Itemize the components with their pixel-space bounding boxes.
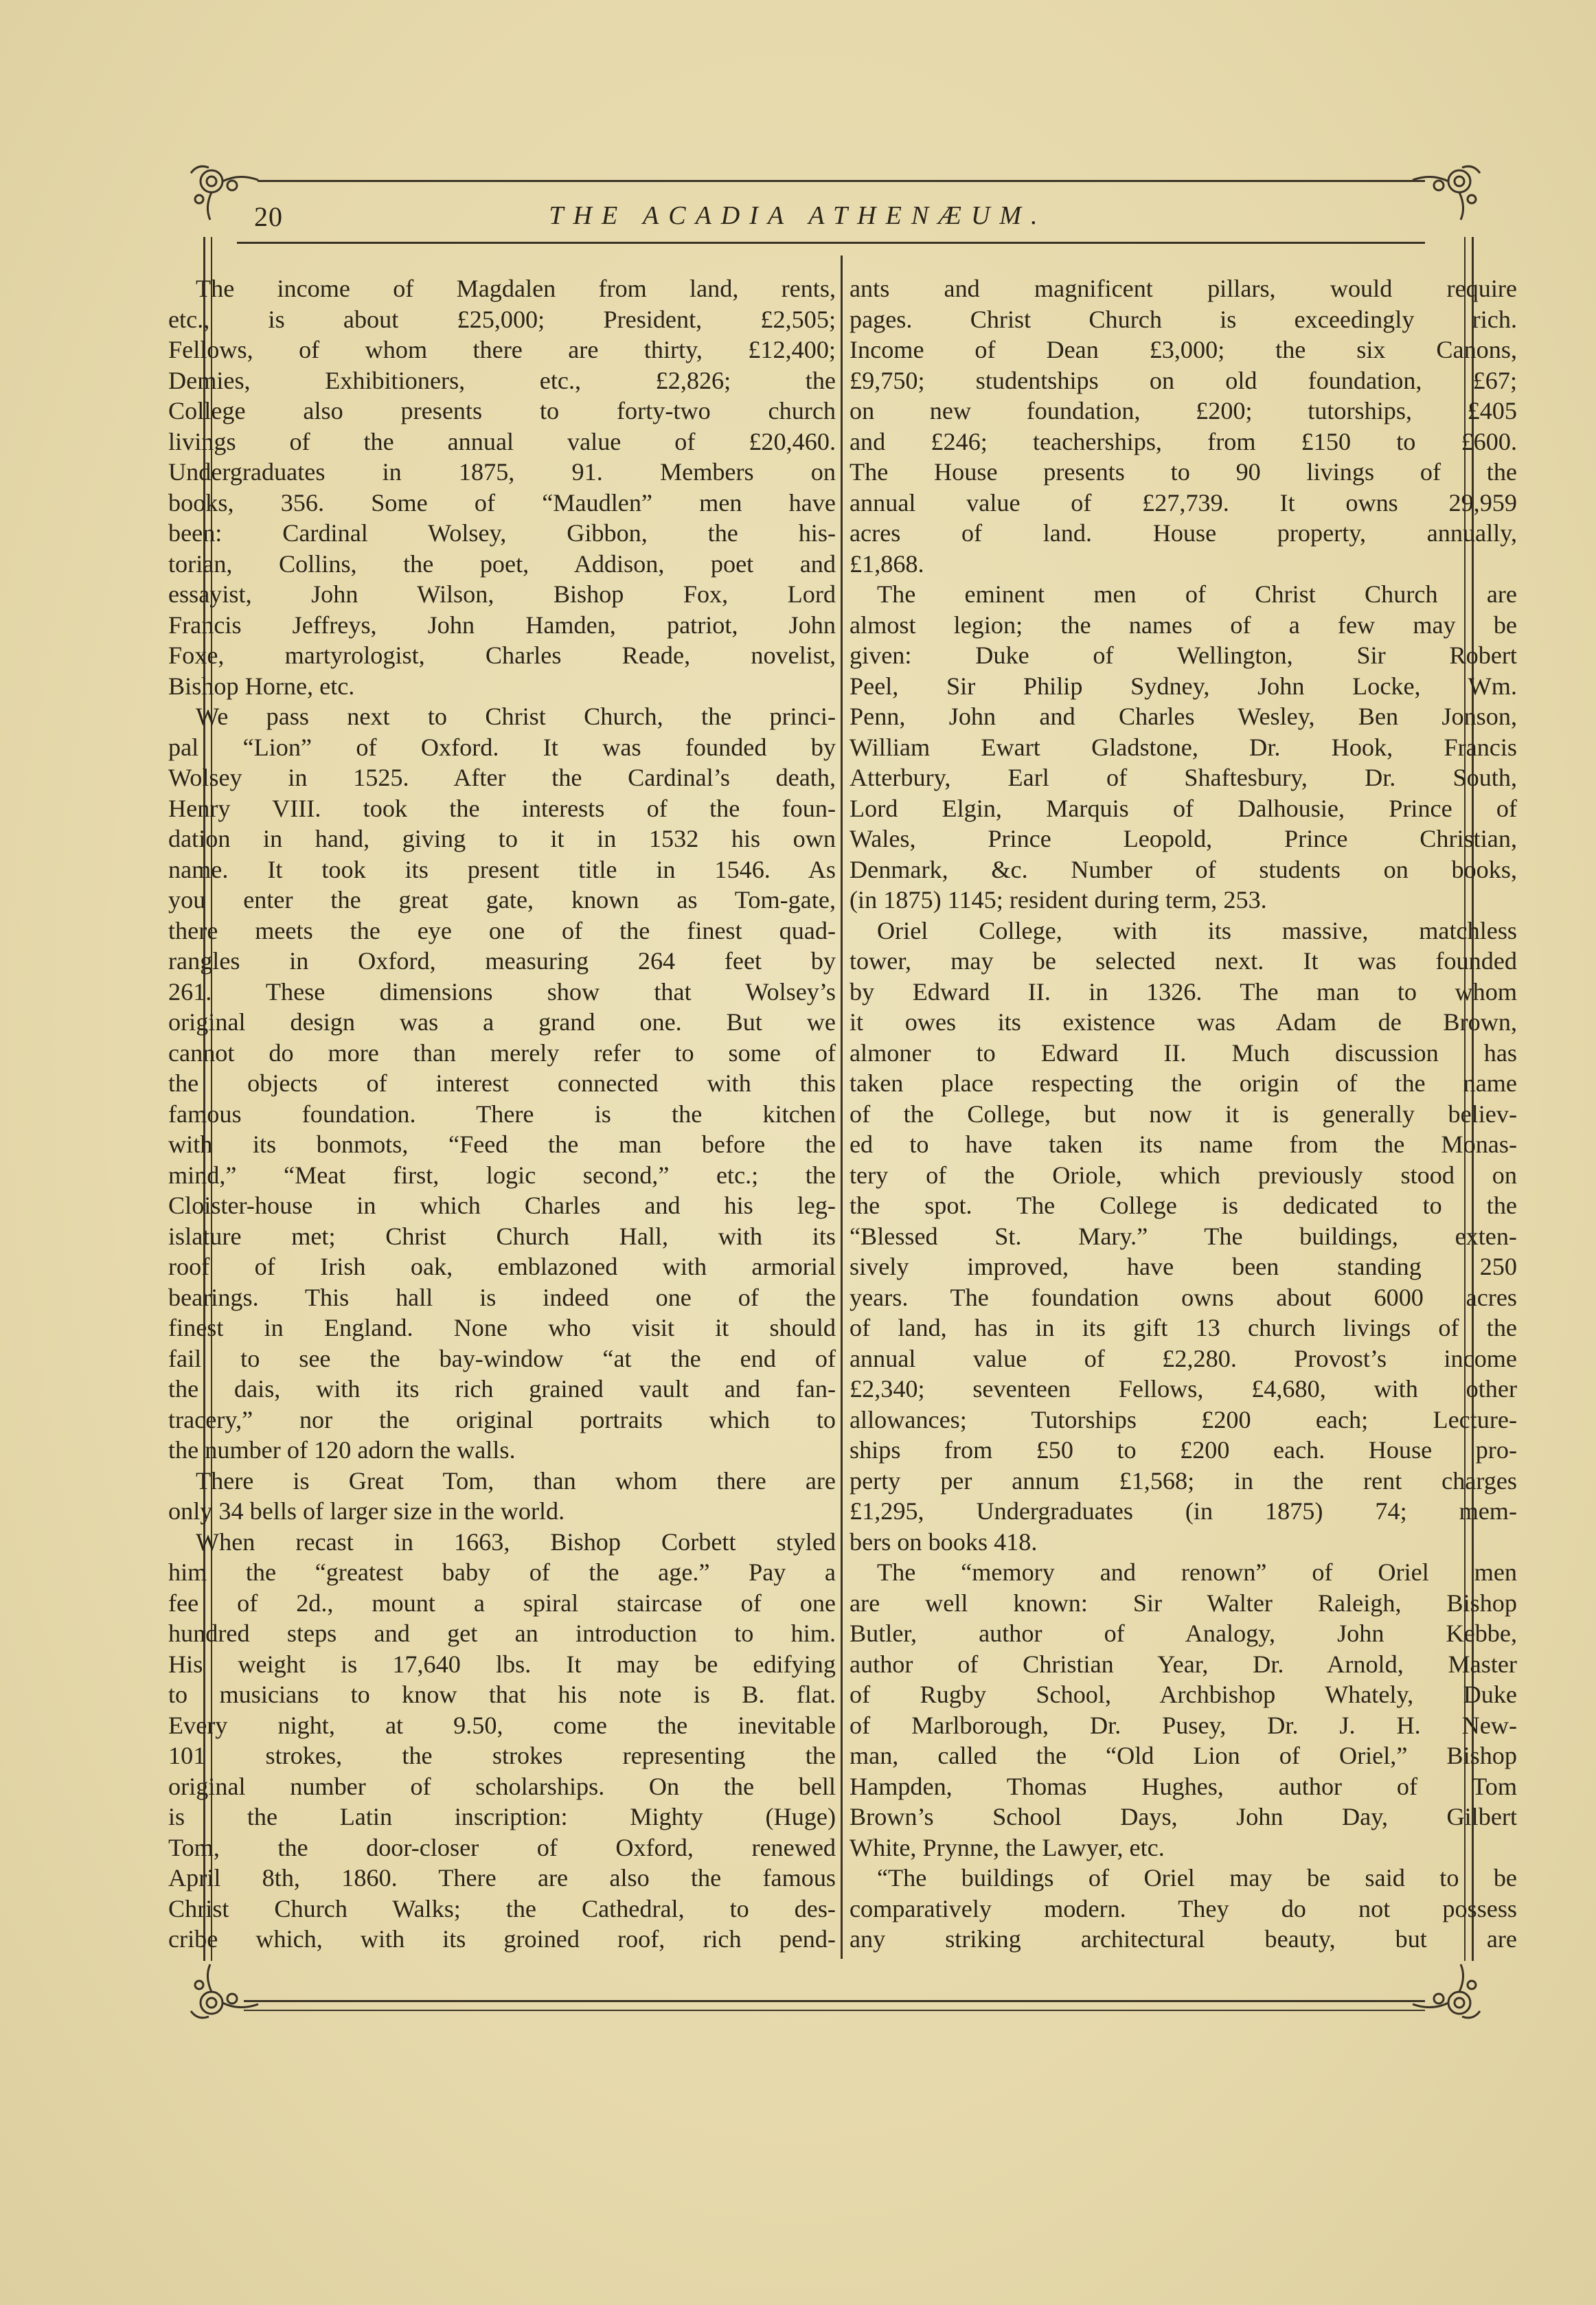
text-line: man, called the “Old Lion of Oriel,” Bishop: [850, 1742, 1517, 1769]
text-line: essayist, John Wilson, Bishop Fox, Lord: [168, 580, 836, 608]
text-line: finest in England. None who visit it should: [168, 1314, 836, 1341]
text-line: Atterbury, Earl of Shaftesbury, Dr. South,: [850, 764, 1517, 791]
text-line: been: Cardinal Wolsey, Gibbon, the his-: [168, 519, 836, 547]
text-line: £2,340; seventeen Fellows, £4,680, with other: [850, 1375, 1517, 1403]
text-line: the objects of interest connected with this: [168, 1069, 836, 1097]
text-line: Foxe, martyrologist, Charles Reade, novelist,: [168, 641, 836, 669]
text-line: torian, Collins, the poet, Addison, poet and: [168, 549, 836, 578]
text-line: only 34 bells of larger size in the world.: [168, 1497, 565, 1525]
text-line: allowances; Tutorships £200 each; Lecture-: [850, 1405, 1517, 1433]
text-line: ed to have taken its name from the Monas-: [850, 1131, 1517, 1158]
text-line: taken place respecting the origin of the name: [850, 1069, 1517, 1097]
text-line: of land, has in its gift 13 church livings of the: [850, 1314, 1517, 1341]
text-line: Undergraduates in 1875, 91. Members on: [168, 458, 836, 486]
text-line: “Blessed St. Mary.” The buildings, exten-: [850, 1222, 1517, 1250]
text-line: Oriel College, with its massive, matchless: [877, 916, 1517, 944]
column-divider: [841, 256, 843, 1959]
text-line: almoner to Edward II. Much discussion has: [850, 1038, 1517, 1067]
text-line: of the College, but now it is generally believ-: [850, 1100, 1517, 1128]
text-line: ants and magnificent pillars, would require: [850, 275, 1517, 302]
running-title: THE ACADIA ATHENÆUM.: [549, 201, 1047, 230]
text-line: pages. Christ Church is exceedingly rich.: [850, 305, 1517, 333]
text-line: There is Great Tom, than whom there are: [196, 1466, 836, 1495]
text-line: annual value of £27,739. It owns 29,959: [850, 488, 1517, 516]
text-line: £1,868.: [850, 549, 924, 578]
text-line: tower, may be selected next. It was founded: [850, 947, 1517, 975]
text-line: famous foundation. There is the kitchen: [168, 1100, 836, 1128]
text-line: the number of 120 adorn the walls.: [168, 1436, 516, 1464]
text-line: £9,750; studentships on old foundation, £67;: [850, 366, 1517, 394]
text-line: cannot do more than merely refer to some of: [168, 1038, 836, 1067]
text-line: livings of the annual value of £20,460.: [168, 427, 836, 455]
text-line: “The buildings of Oriel may be said to be: [877, 1864, 1517, 1892]
text-line: The House presents to 90 livings of the: [850, 458, 1517, 486]
text-line: The eminent men of Christ Church are: [877, 580, 1517, 608]
text-line: 261. These dimensions show that Wolsey’s: [168, 977, 836, 1006]
text-line: bearings. This hall is indeed one of the: [168, 1283, 836, 1311]
text-line: is the Latin inscription: Mighty (Huge): [168, 1803, 836, 1830]
text-line: author of Christian Year, Dr. Arnold, Master: [850, 1650, 1517, 1678]
text-line: on new foundation, £200; tutorships, £405: [850, 397, 1517, 424]
text-line: by Edward II. in 1326. The man to whom: [850, 977, 1517, 1006]
corner-ornament-bottom-left-icon: [184, 1963, 260, 2025]
header-rule-bottom: [237, 242, 1425, 244]
text-line: Francis Jeffreys, John Hamden, patriot, John: [168, 611, 836, 639]
text-line: sively improved, have been standing 250: [850, 1253, 1517, 1280]
left-column: [168, 273, 836, 1955]
text-line: £1,295, Undergraduates (in 1875) 74; mem-: [850, 1497, 1517, 1525]
text-line: Penn, John and Charles Wesley, Ben Jonson,: [850, 703, 1517, 730]
text-line: Brown’s School Days, John Day, Gilbert: [850, 1803, 1517, 1830]
text-line: original number of scholarships. On the bell: [168, 1772, 836, 1800]
text-line: the dais, with its rich grained vault and fan-: [168, 1375, 836, 1403]
text-line: with its bonmots, “Feed the man before the: [168, 1131, 836, 1158]
text-line: Bishop Horne, etc.: [168, 672, 355, 700]
page-number: 20: [254, 201, 283, 232]
text-line: original design was a grand one. But we: [168, 1008, 836, 1036]
text-line: We pass next to Christ Church, the princi-: [196, 703, 836, 730]
text-line: to musicians to know that his note is B. flat.: [168, 1681, 836, 1708]
text-line: there meets the eye one of the finest quad-: [168, 916, 836, 944]
text-line: Every night, at 9.50, come the inevitable: [168, 1711, 836, 1739]
text-line: (in 1875) 1145; resident during term, 253.: [850, 886, 1267, 913]
text-line: name. It took its present title in 1546. As: [168, 855, 836, 883]
text-line: perty per annum £1,568; in the rent charges: [850, 1466, 1517, 1495]
text-line: His weight is 17,640 lbs. It may be edifying: [168, 1650, 836, 1678]
text-line: it owes its existence was Adam de Brown,: [850, 1008, 1517, 1036]
text-line: of Rugby School, Archbishop Whately, Duke: [850, 1681, 1517, 1708]
right-column: [850, 273, 1517, 1955]
text-line: roof of Irish oak, emblazoned with armorial: [168, 1253, 836, 1280]
text-line: Income of Dean £3,000; the six Canons,: [850, 336, 1517, 363]
text-line: are well known: Sir Walter Raleigh, Bishop: [850, 1589, 1517, 1617]
text-line: Lord Elgin, Marquis of Dalhousie, Prince of: [850, 794, 1517, 822]
text-line: William Ewart Gladstone, Dr. Hook, Francis: [850, 733, 1517, 761]
text-line: years. The foundation owns about 6000 acres: [850, 1283, 1517, 1311]
text-line: Denmark, &c. Number of students on books,: [850, 855, 1517, 883]
text-line: The “memory and renown” of Oriel men: [877, 1558, 1517, 1586]
footer-rule-top: [244, 2000, 1425, 2002]
text-line: Wales, Prince Leopold, Prince Christian,: [850, 825, 1517, 852]
text-line: Butler, author of Analogy, John Kebbe,: [850, 1620, 1517, 1647]
text-line: 101 strokes, the strokes representing the: [168, 1742, 836, 1769]
text-line: books, 356. Some of “Maudlen” men have: [168, 488, 836, 516]
text-line: Cloister-house in which Charles and his leg-: [168, 1192, 836, 1219]
text-line: Christ Church Walks; the Cathedral, to des-: [168, 1894, 836, 1922]
text-line: College also presents to forty-two church: [168, 397, 836, 424]
text-line: Tom, the door-closer of Oxford, renewed: [168, 1833, 836, 1861]
text-line: any striking architectural beauty, but are: [850, 1925, 1517, 1953]
text-line: tracery,” nor the original portraits which to: [168, 1405, 836, 1433]
text-line: and £246; teacherships, from £150 to £600.: [850, 427, 1517, 455]
text-line: the spot. The College is dedicated to the: [850, 1192, 1517, 1219]
text-line: Peel, Sir Philip Sydney, John Locke, Wm.: [850, 672, 1517, 700]
text-line: Wolsey in 1525. After the Cardinal’s death,: [168, 764, 836, 791]
text-line: mind,” “Meat first, logic second,” etc.; the: [168, 1161, 836, 1189]
text-line: White, Prynne, the Lawyer, etc.: [850, 1833, 1165, 1861]
text-line: rangles in Oxford, measuring 264 feet by: [168, 947, 836, 975]
text-line: fail to see the bay-window “at the end of: [168, 1344, 836, 1372]
text-line: cribe which, with its groined roof, rich pend-: [168, 1925, 836, 1953]
text-line: comparatively modern. They do not possess: [850, 1894, 1517, 1922]
text-line: dation in hand, giving to it in 1532 his own: [168, 825, 836, 852]
text-line: hundred steps and get an introduction to him.: [168, 1620, 836, 1647]
text-line: April 8th, 1860. There are also the famous: [168, 1864, 836, 1892]
text-line: him the “greatest baby of the age.” Pay a: [168, 1558, 836, 1586]
text-line: Hampden, Thomas Hughes, author of Tom: [850, 1772, 1517, 1800]
text-line: acres of land. House property, annually,: [850, 519, 1517, 547]
text-line: Demies, Exhibitioners, etc., £2,826; the: [168, 366, 836, 394]
header-rule-top: [258, 180, 1425, 182]
text-line: Henry VIII. took the interests of the foun-: [168, 794, 836, 822]
text-line: When recast in 1663, Bishop Corbett styled: [196, 1528, 836, 1556]
text-line: of Marlborough, Dr. Pusey, Dr. J. H. New-: [850, 1711, 1517, 1739]
text-line: fee of 2d., mount a spiral staircase of one: [168, 1589, 836, 1617]
text-line: annual value of £2,280. Provost’s income: [850, 1344, 1517, 1372]
text-line: ships from £50 to £200 each. House pro-: [850, 1436, 1517, 1464]
corner-ornament-bottom-right-icon: [1411, 1963, 1487, 2025]
text-line: tery of the Oriole, which previously stood on: [850, 1161, 1517, 1189]
text-line: given: Duke of Wellington, Sir Robert: [850, 641, 1517, 669]
text-line: you enter the great gate, known as Tom-gate,: [168, 886, 836, 913]
text-line: The income of Magdalen from land, rents,: [196, 275, 836, 302]
text-line: Fellows, of whom there are thirty, £12,400;: [168, 336, 836, 363]
text-line: bers on books 418.: [850, 1528, 1038, 1556]
text-line: islature met; Christ Church Hall, with its: [168, 1222, 836, 1250]
text-line: pal “Lion” of Oxford. It was founded by: [168, 733, 836, 761]
text-line: etc., is about £25,000; President, £2,505;: [168, 305, 836, 333]
text-line: almost legion; the names of a few may be: [850, 611, 1517, 639]
footer-rule-bottom: [244, 2010, 1425, 2011]
